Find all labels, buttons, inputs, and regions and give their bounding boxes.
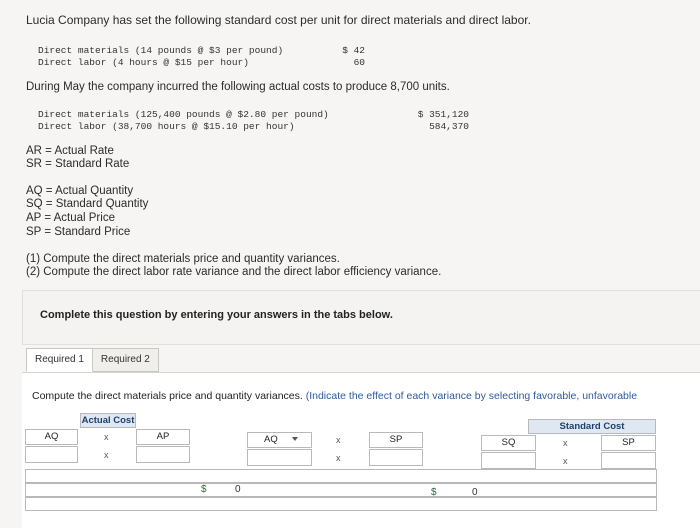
task-2: (2) Compute the direct labor rate variance and the direct labor efficiency variance. [26,266,442,278]
sp-input-cell[interactable] [601,452,656,469]
std-materials-label: Direct materials (14 pounds @ $3 per pound) [38,45,284,56]
act-labor-label: Direct labor (38,700 hours @ $15.10 per hour) [38,121,295,132]
times-sign: x [104,450,109,460]
standard-cost-header: Standard Cost [528,419,656,434]
def-sr: SR = Standard Rate [26,158,130,170]
intro-text: Lucia Company has set the following standard cost per unit for direct materials and direct labor. [26,13,531,27]
ap-header: AP [136,429,190,445]
aq-input-cell[interactable] [25,446,78,463]
times-sign: x [336,453,341,463]
sq-header: SQ [481,435,536,451]
sp-header: SP [601,435,656,451]
chevron-down-icon [292,437,298,441]
actual-intro: During May the company incurred the following actual costs to produce 8,700 units. [26,81,450,93]
variance-row[interactable] [25,497,657,511]
aq-header: AQ [25,429,78,445]
def-aq: AQ = Actual Quantity [26,185,134,197]
act-labor-amount: 584,370 [429,121,469,132]
answer-tabs [26,348,159,372]
instruction-text [32,390,637,402]
def-sp: SP = Standard Price [26,226,131,238]
dollar-sign: $ [201,484,207,495]
actual-cost-header: Actual Cost [81,415,135,426]
act-materials-amount: $ 351,120 [417,109,469,120]
std-labor-label: Direct labor (4 hours @ $15 per hour) [38,57,249,68]
question-card [22,290,700,345]
act-materials-label: Direct materials (125,400 pounds @ $2.80 per pound) [38,109,329,120]
aq-mid-dropdown[interactable] [247,432,312,448]
times-sign: x [563,456,568,466]
tab-required-2[interactable]: Required 2 [93,348,159,372]
instruction-highlight: (Indicate the effect of each variance by selecting favorable, unfavorable [305,390,638,402]
task-1: (1) Compute the direct materials price and quantity variances. [26,253,340,265]
sp-mid-input-cell[interactable] [369,449,423,466]
std-labor-amount: 60 [353,57,365,68]
times-sign: x [563,438,568,448]
spacer-row [25,469,657,483]
card-title: Complete this question by entering your answers in the tabs below. [40,309,393,321]
def-ar: AR = Actual Rate [26,145,114,157]
tab-required-1[interactable]: Required 1 [26,348,93,372]
times-sign: x [104,432,109,442]
std-materials-amount: $ 42 [342,45,365,56]
mid-total: 0 [472,487,478,498]
def-ap: AP = Actual Price [26,212,115,224]
instruction-plain: Compute the direct materials price and quantity variances. [32,390,306,402]
times-sign: x [336,435,341,445]
totals-row [25,483,657,497]
sq-input-cell[interactable] [481,452,536,469]
aq-mid-input-cell[interactable] [247,449,312,466]
sp-mid-header: SP [369,432,423,448]
aq-mid-label: AQ [264,434,278,445]
actual-cost-total: 0 [235,484,241,495]
dollar-sign: $ [431,487,437,498]
ap-input-cell[interactable] [136,446,190,463]
def-sq: SQ = Standard Quantity [26,198,149,210]
